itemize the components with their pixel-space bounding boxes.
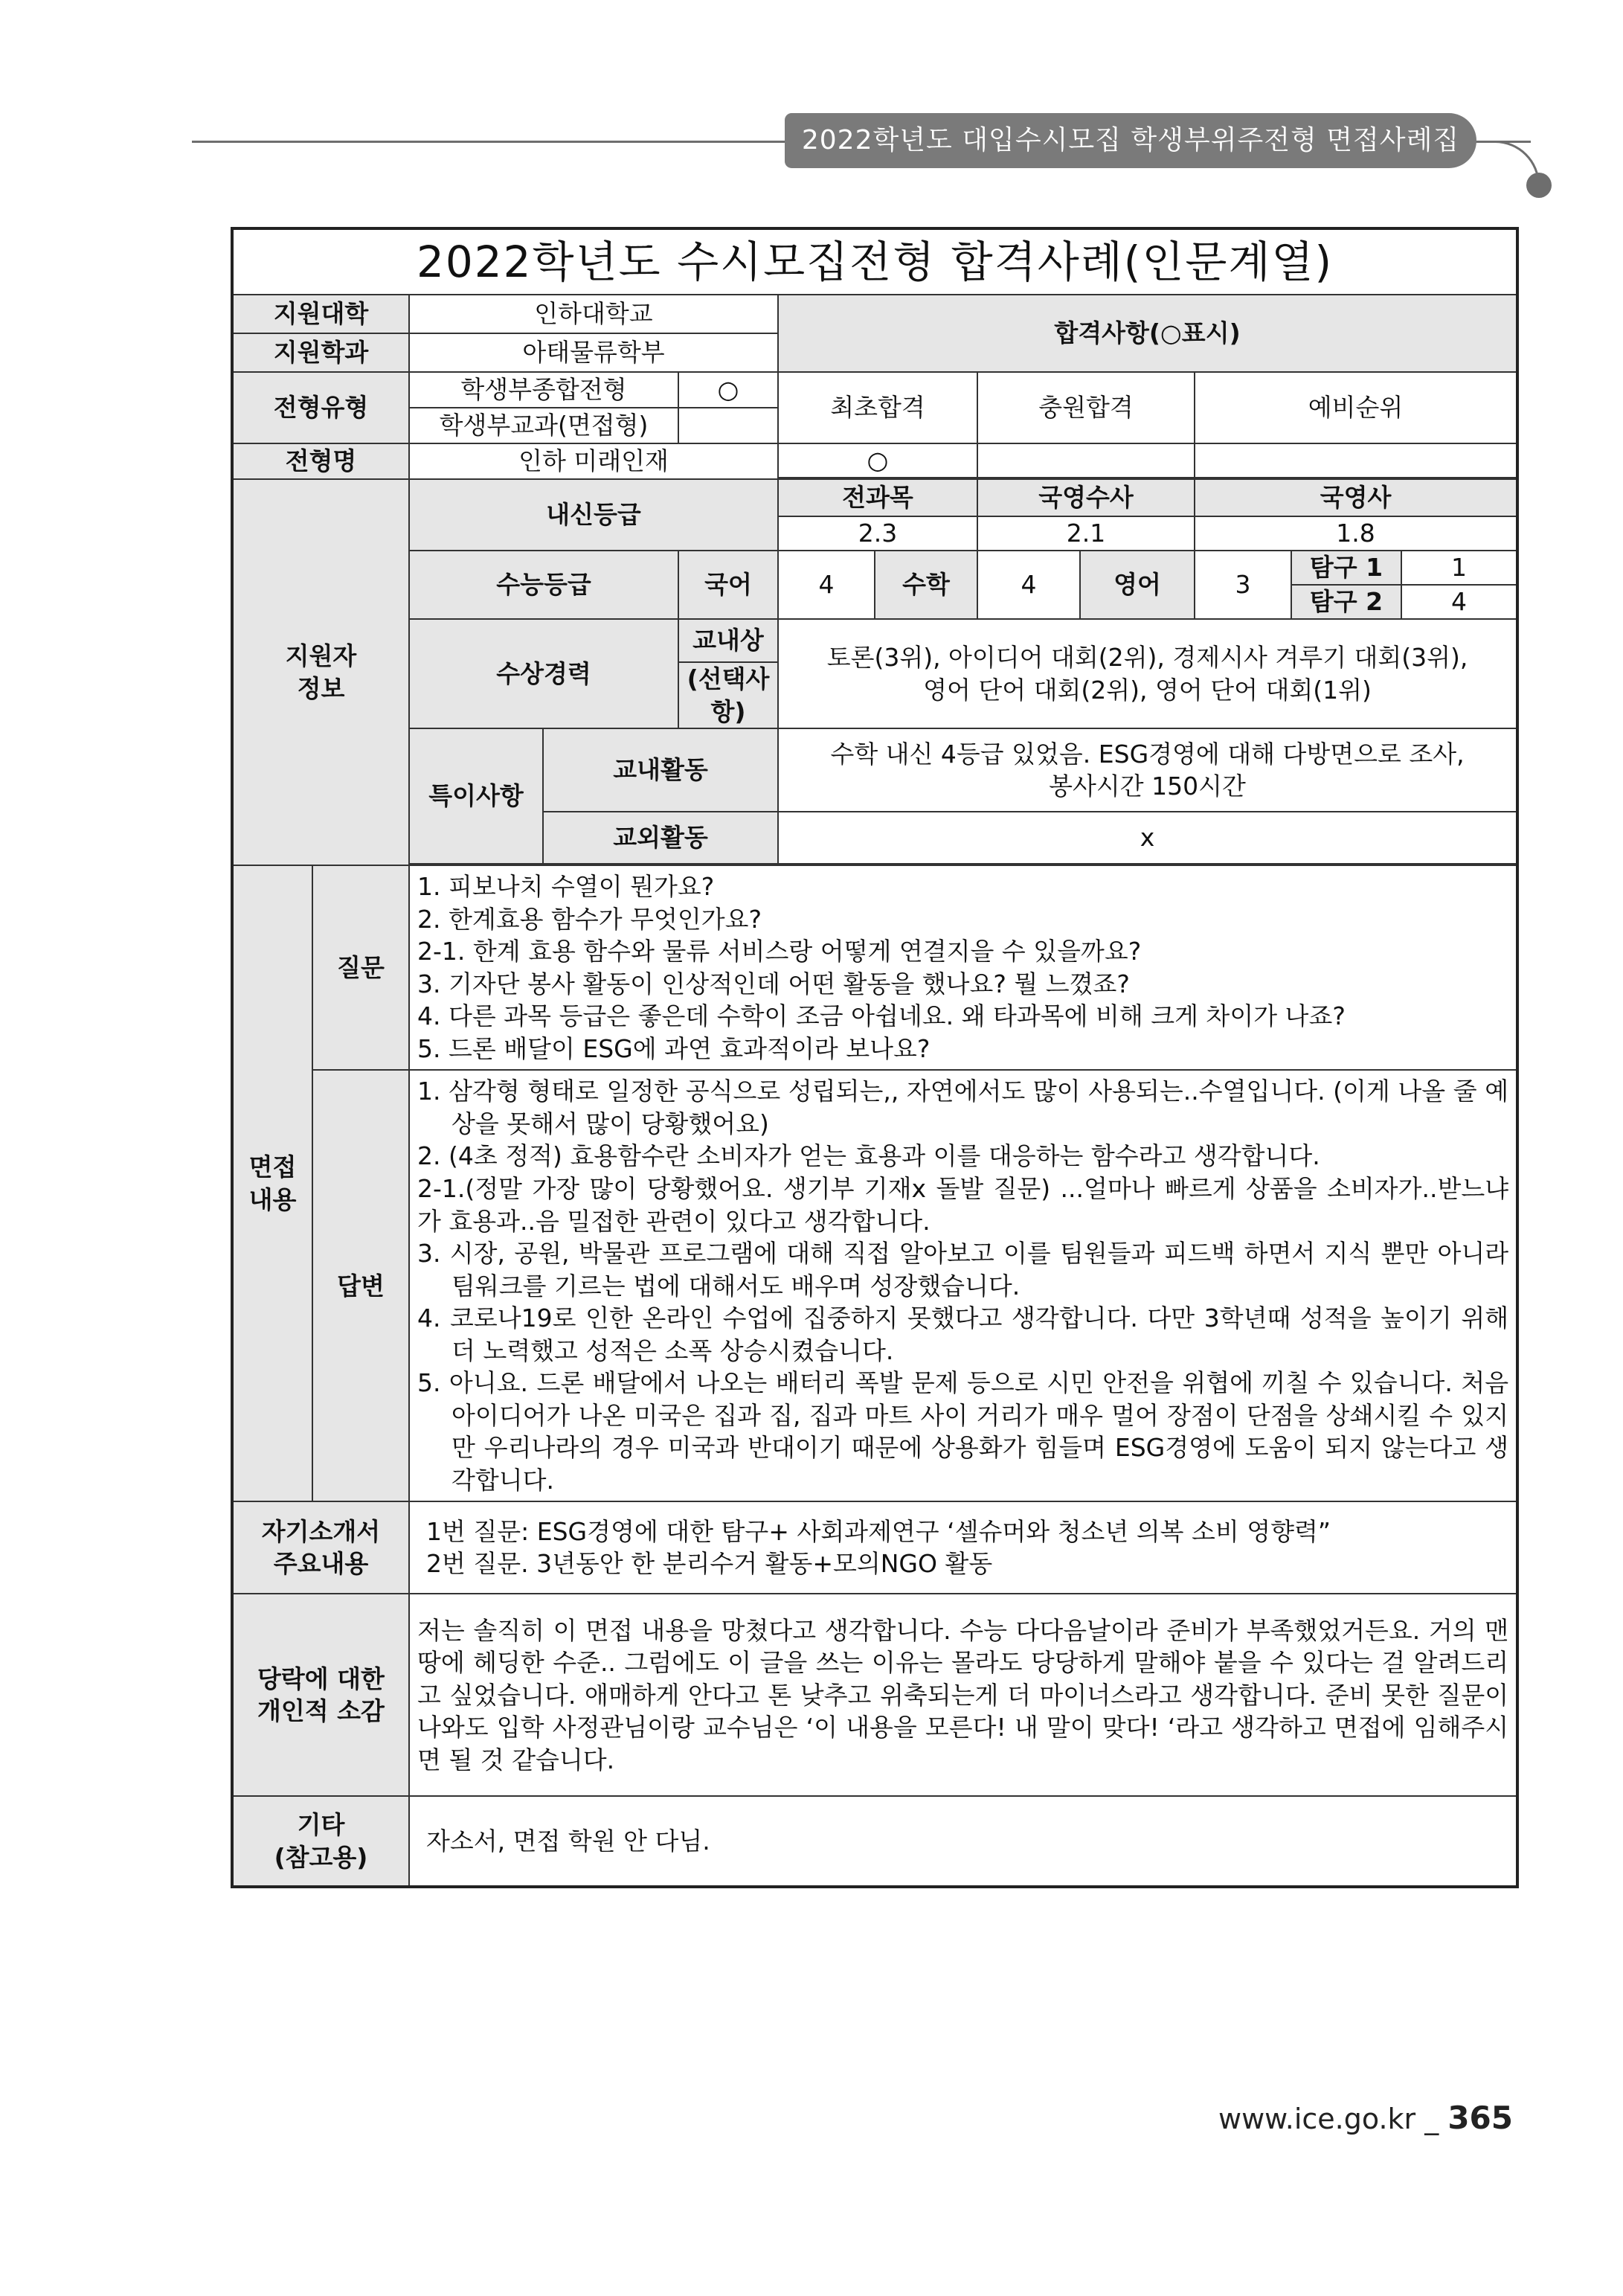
question-item: 2-1. 한계 효용 함수와 물류 서비스랑 어떻게 연결지을 수 있을까요?	[417, 937, 1142, 966]
gpa-kys-label: 국영사	[1195, 479, 1517, 516]
applicant-label: 지원자 정보	[232, 479, 409, 865]
review-label: 당락에 대한 개인적 소감	[232, 1594, 409, 1796]
univ-value: 인하대학교	[409, 295, 778, 333]
name-value: 인하 미래인재	[409, 443, 778, 479]
out-activity-value: x	[778, 812, 1517, 864]
footer	[1218, 2100, 1513, 2136]
question-item: 2. 한계효용 함수가 무엇인가요?	[417, 904, 762, 934]
eng-value: 3	[1195, 551, 1291, 619]
answer-list	[409, 1070, 1517, 1501]
pass-wait-label: 예비순위	[1195, 372, 1517, 443]
type-label: 전형유형	[232, 372, 409, 443]
pass-first-mark: ○	[778, 443, 977, 478]
type2-mark	[678, 408, 778, 443]
math-label: 수학	[875, 551, 977, 619]
answer-item: 3. 시장, 공원, 박물관 프로그램에 대해 직접 알아보고 이를 팀원들과 피드백 하면서 지식 뿐만 아니라 팀워크를 기르는 법에 대해서도 배우며 성장했습니다.	[417, 1239, 1509, 1301]
type1-mark: ○	[678, 372, 778, 408]
review-value: 저는 솔직히 이 면접 내용을 망쳤다고 생각합니다. 수능 다다음날이라 준비가 부족했었거든요. 거의 맨땅에 헤딩한 수준.. 그럼에도 이 글을 쓰는 이유는 몰라도 당당하게 말해야 붙을 수 있다는 걸 알려드리고 싶었습니다. 애매하게 안다고 톤 낮추고 위축되는게 더 마이너스라고 생각합니다. 준비 못한 질문이 나와도 입학 사정관님이랑 교수님은 ‘이 내용을 모른다! 내 말이 맞다! ‘라고 생각하고 면접에 임해주시면 될 것 같습니다.	[409, 1594, 1517, 1796]
in-activity-line-2: 봉사시간 150시간	[1049, 772, 1246, 801]
dept-label: 지원학과	[232, 333, 409, 372]
award-value-line-2: 영어 단어 대회(2위), 영어 단어 대회(1위)	[923, 675, 1372, 705]
page-number: 365	[1447, 2100, 1513, 2136]
eng-label: 영어	[1080, 551, 1195, 619]
answer-item: 2-1.(정말 가장 많이 당황했어요. 생기부 기재x 돌발 질문) ...얼마나 빠르게 상품을 소비자가..받느냐가 효용과..음 밀접한 관련이 있다고 생각합니다.	[417, 1174, 1509, 1236]
pass-header: 합격사항(○표시)	[778, 295, 1517, 372]
pass-wait-mark	[1195, 443, 1517, 478]
header-badge: 2022학년도 대입수시모집 학생부위주전형 면접사례집	[785, 113, 1476, 168]
award-value	[778, 619, 1517, 728]
admission-case-table	[231, 227, 1519, 1888]
out-activity-label: 교외활동	[543, 812, 778, 864]
gpa-all-value: 2.3	[778, 516, 977, 551]
interview-label: 면접 내용	[232, 865, 312, 1501]
essay-line-2: 2번 질문. 3년동안 한 분리수거 활동+모의NGO 활동	[426, 1549, 993, 1579]
gpa-kys-value: 1.8	[1195, 516, 1517, 551]
special-label: 특이사항	[409, 728, 543, 864]
answer-item: 1. 삼각형 형태로 일정한 공식으로 성립되는,, 자연에서도 많이 사용되는..수열입니다. (이게 나올 줄 예상을 못해서 많이 당황했어요)	[417, 1077, 1509, 1138]
page-title: 2022학년도 수시모집전형 합격사례(인문계열)	[232, 228, 1517, 295]
etc-label: 기타 (참고용)	[232, 1796, 409, 1887]
name-label: 전형명	[232, 443, 409, 479]
question-item: 4. 다른 과목 등급은 좋은데 수학이 조금 아쉽네요. 왜 타과목에 비해 크게 차이가 나죠?	[417, 1001, 1346, 1031]
pass-first-label: 최초합격	[778, 372, 977, 443]
question-list	[409, 865, 1517, 1070]
essay-label: 자기소개서 주요내용	[232, 1501, 409, 1594]
answer-item: 2. (4초 정적) 효용함수란 소비자가 얻는 효용과 이를 대응하는 함수라고 생각합니다.	[417, 1141, 1320, 1171]
in-activity-label: 교내활동	[543, 728, 778, 812]
question-label: 질문	[312, 865, 409, 1070]
answer-item: 5. 아니요. 드론 배달에서 나오는 배터리 폭발 문제 등으로 시민 안전을 위협에 끼칠 수 있습니다. 처음 아이디어가 나온 미국은 집과 집, 집과 마트 사이 거리가 매우 멀어 장점이 단점을 상쇄시킬 수 있지만 우리나라의 경우 미국과 반대이기 때문에 상용화가 힘들며 ESG경영에 도움이 되지 않는다고 생각합니다.	[417, 1368, 1509, 1495]
answer-label: 답변	[312, 1070, 409, 1501]
in-activity-line-1: 수학 내신 4등급 있었음. ESG경영에 대해 다방면으로 조사,	[830, 739, 1465, 769]
pass-extra-label: 충원합격	[977, 372, 1195, 443]
in-activity-value	[778, 728, 1517, 812]
essay-line-1: 1번 질문: ESG경영에 대한 탐구+ 사회과제연구 ‘셀슈머와 청소년 의복 소비 영향력”	[426, 1516, 1331, 1546]
award-school-label: 교내상	[678, 619, 778, 662]
etc-value: 자소서, 면접 학원 안 다님.	[409, 1796, 1517, 1887]
question-item: 1. 피보나치 수열이 뭔가요?	[417, 872, 715, 902]
question-item: 3. 기자단 봉사 활동이 인상적인데 어떤 활동을 했나요? 뭘 느꼈죠?	[417, 969, 1130, 998]
math-value: 4	[977, 551, 1080, 619]
inq2-value: 4	[1401, 585, 1517, 619]
pass-extra-mark	[977, 443, 1195, 478]
gpa-all-label: 전과목	[778, 479, 977, 516]
type2-value: 학생부교과(면접형)	[409, 408, 678, 443]
essay-value	[409, 1501, 1517, 1594]
dept-value: 아태물류학부	[409, 333, 778, 372]
header-dot	[1526, 173, 1552, 198]
type1-value: 학생부종합전형	[409, 372, 678, 408]
csat-label: 수능등급	[409, 551, 678, 619]
award-school-sub: (선택사항)	[678, 662, 778, 728]
gpa-kes-label: 국영수사	[977, 479, 1195, 516]
univ-label: 지원대학	[232, 295, 409, 333]
award-label: 수상경력	[409, 619, 678, 728]
gpa-label: 내신등급	[409, 479, 778, 551]
answer-item: 4. 코로나19로 인한 온라인 수업에 집중하지 못했다고 생각합니다. 다만 3학년때 성적을 높이기 위해 더 노력했고 성적은 소폭 상승시켰습니다.	[417, 1303, 1509, 1365]
inq2-label: 탐구 2	[1291, 585, 1401, 619]
kor-value: 4	[778, 551, 875, 619]
inq1-value: 1	[1401, 551, 1517, 585]
award-value-line-1: 토론(3위), 아이디어 대회(2위), 경제시사 겨루기 대회(3위),	[826, 643, 1468, 672]
footer-site: www.ice.go.kr _	[1218, 2103, 1448, 2135]
inq1-label: 탐구 1	[1291, 551, 1401, 585]
question-item: 5. 드론 배달이 ESG에 과연 효과적이라 보나요?	[417, 1033, 931, 1063]
gpa-kes-value: 2.1	[977, 516, 1195, 551]
kor-label: 국어	[678, 551, 778, 619]
